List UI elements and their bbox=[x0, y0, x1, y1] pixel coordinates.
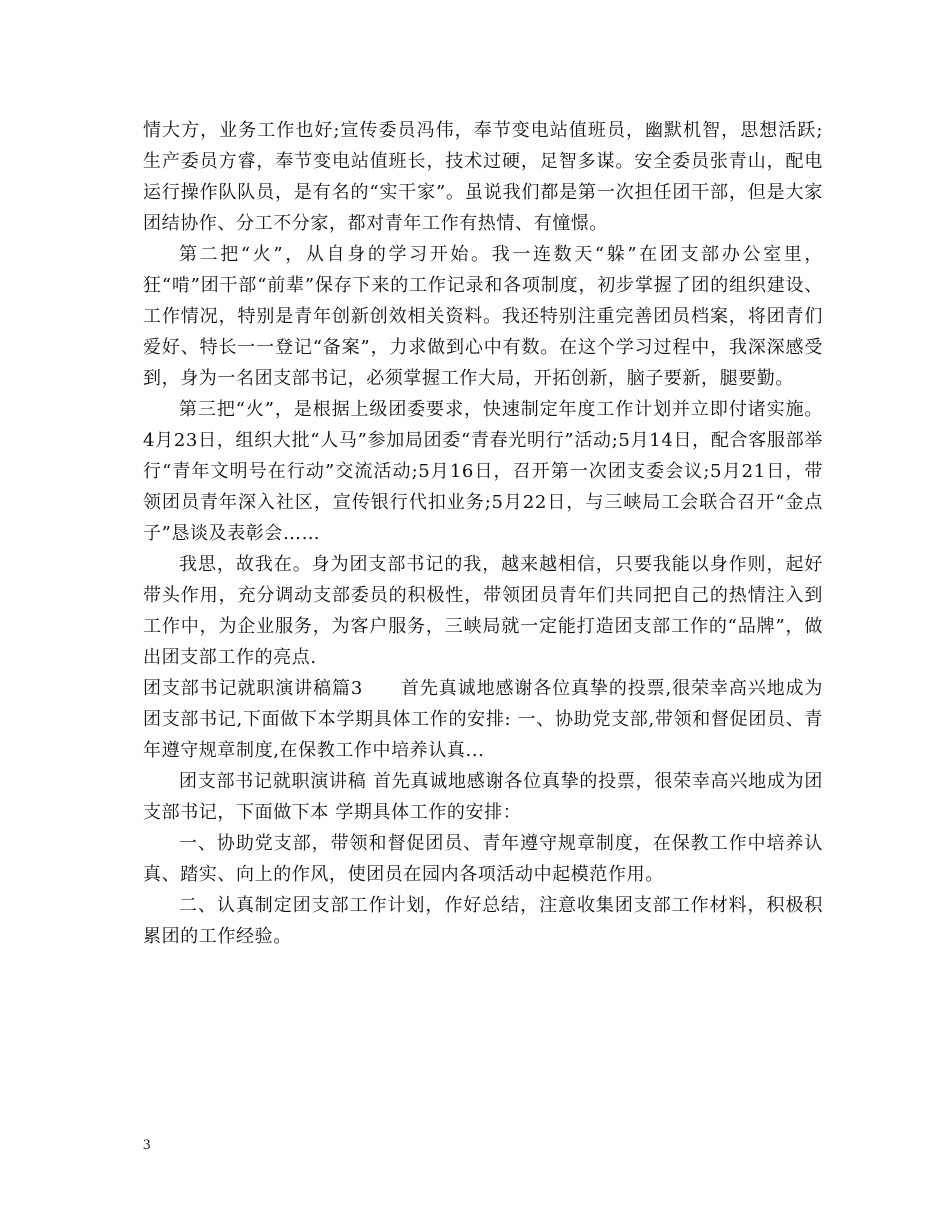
paragraph-2: 第二把“火”，从自身的学习开始。我一连数天“躲”在团支部办公室里，狂“啃”团干部“前辈”保存下来的工作记录和各项制度，初步掌握了团的组织建设、工作情况，特别是青年创新创效相关资料。我还特别注重完善团员档案，将团青们爱好、特长一一登记“备案”，力求做到心中有数。在这个学习过程中，我深深感受到，身为一名团支部书记，必须掌握工作大局，开拓创新，脑子要新，腿要勤。 bbox=[143, 244, 823, 389]
paragraph-4: 我思，故我在。身为团支部书记的我，越来越相信，只要我能以身作则，起好带头作用，充分调动支部委员的积极性，带领团员青年们共同把自己的热情注入到工作中，为企业服务，为客户服务，三峡局就一定能打造团支部工作的“品牌”，做出团支部工作的亮点. bbox=[143, 554, 823, 668]
document-body bbox=[143, 115, 823, 952]
paragraph-3: 第三把“火”，是根据上级团委要求，快速制定年度工作计划并立即付诸实施。4月23日，组织大批“人马”参加局团委“青春光明行”活动;5月14日，配合客服部举行“青年文明号在行动”交流活动;5月16日，召开第一次团支委会议;5月21日，带领团员青年深入社区，宣传银行代扣业务;5月22日，与三峡局工会联合召开“金点子”恳谈及表彰会…… bbox=[143, 399, 823, 544]
paragraph-7: 一、协助党支部，带领和督促团员、青年遵守规章制度，在保教工作中培养认 真、踏实、向上的作风，使团员在园内各项活动中起模范作用。 bbox=[143, 833, 823, 885]
paragraph-8: 二、认真制定团支部工作计划，作好总结，注意收集团支部工作材料，积极积 累团的工作经验。 bbox=[143, 895, 823, 947]
page-number: 3 bbox=[143, 1137, 151, 1153]
paragraph-5: 团支部书记就职演讲稿篇3 首先真诚地感谢各位真挚的投票,很荣幸高兴地成为团支部书记,下面做下本学期具体工作的安排: 一、协助党支部,带领和督促团员、青年遵守规章制度,在保教工作中培养认真... bbox=[143, 678, 823, 761]
paragraph-6: 团支部书记就职演讲稿 首先真诚地感谢各位真挚的投票，很荣幸高兴地成为团支部书记，下面做下本 学期具体工作的安排： bbox=[143, 771, 823, 823]
paragraph-1: 情大方，业务工作也好;宣传委员冯伟，奉节变电站值班员，幽默机智，思想活跃;生产委员方睿，奉节变电站值班长，技术过硬，足智多谋。安全委员张青山，配电运行操作队队员，是有名的“实干家”。虽说我们都是第一次担任团干部，但是大家团结协作、分工不分家，都对青年工作有热情、有憧憬。 bbox=[143, 120, 823, 234]
